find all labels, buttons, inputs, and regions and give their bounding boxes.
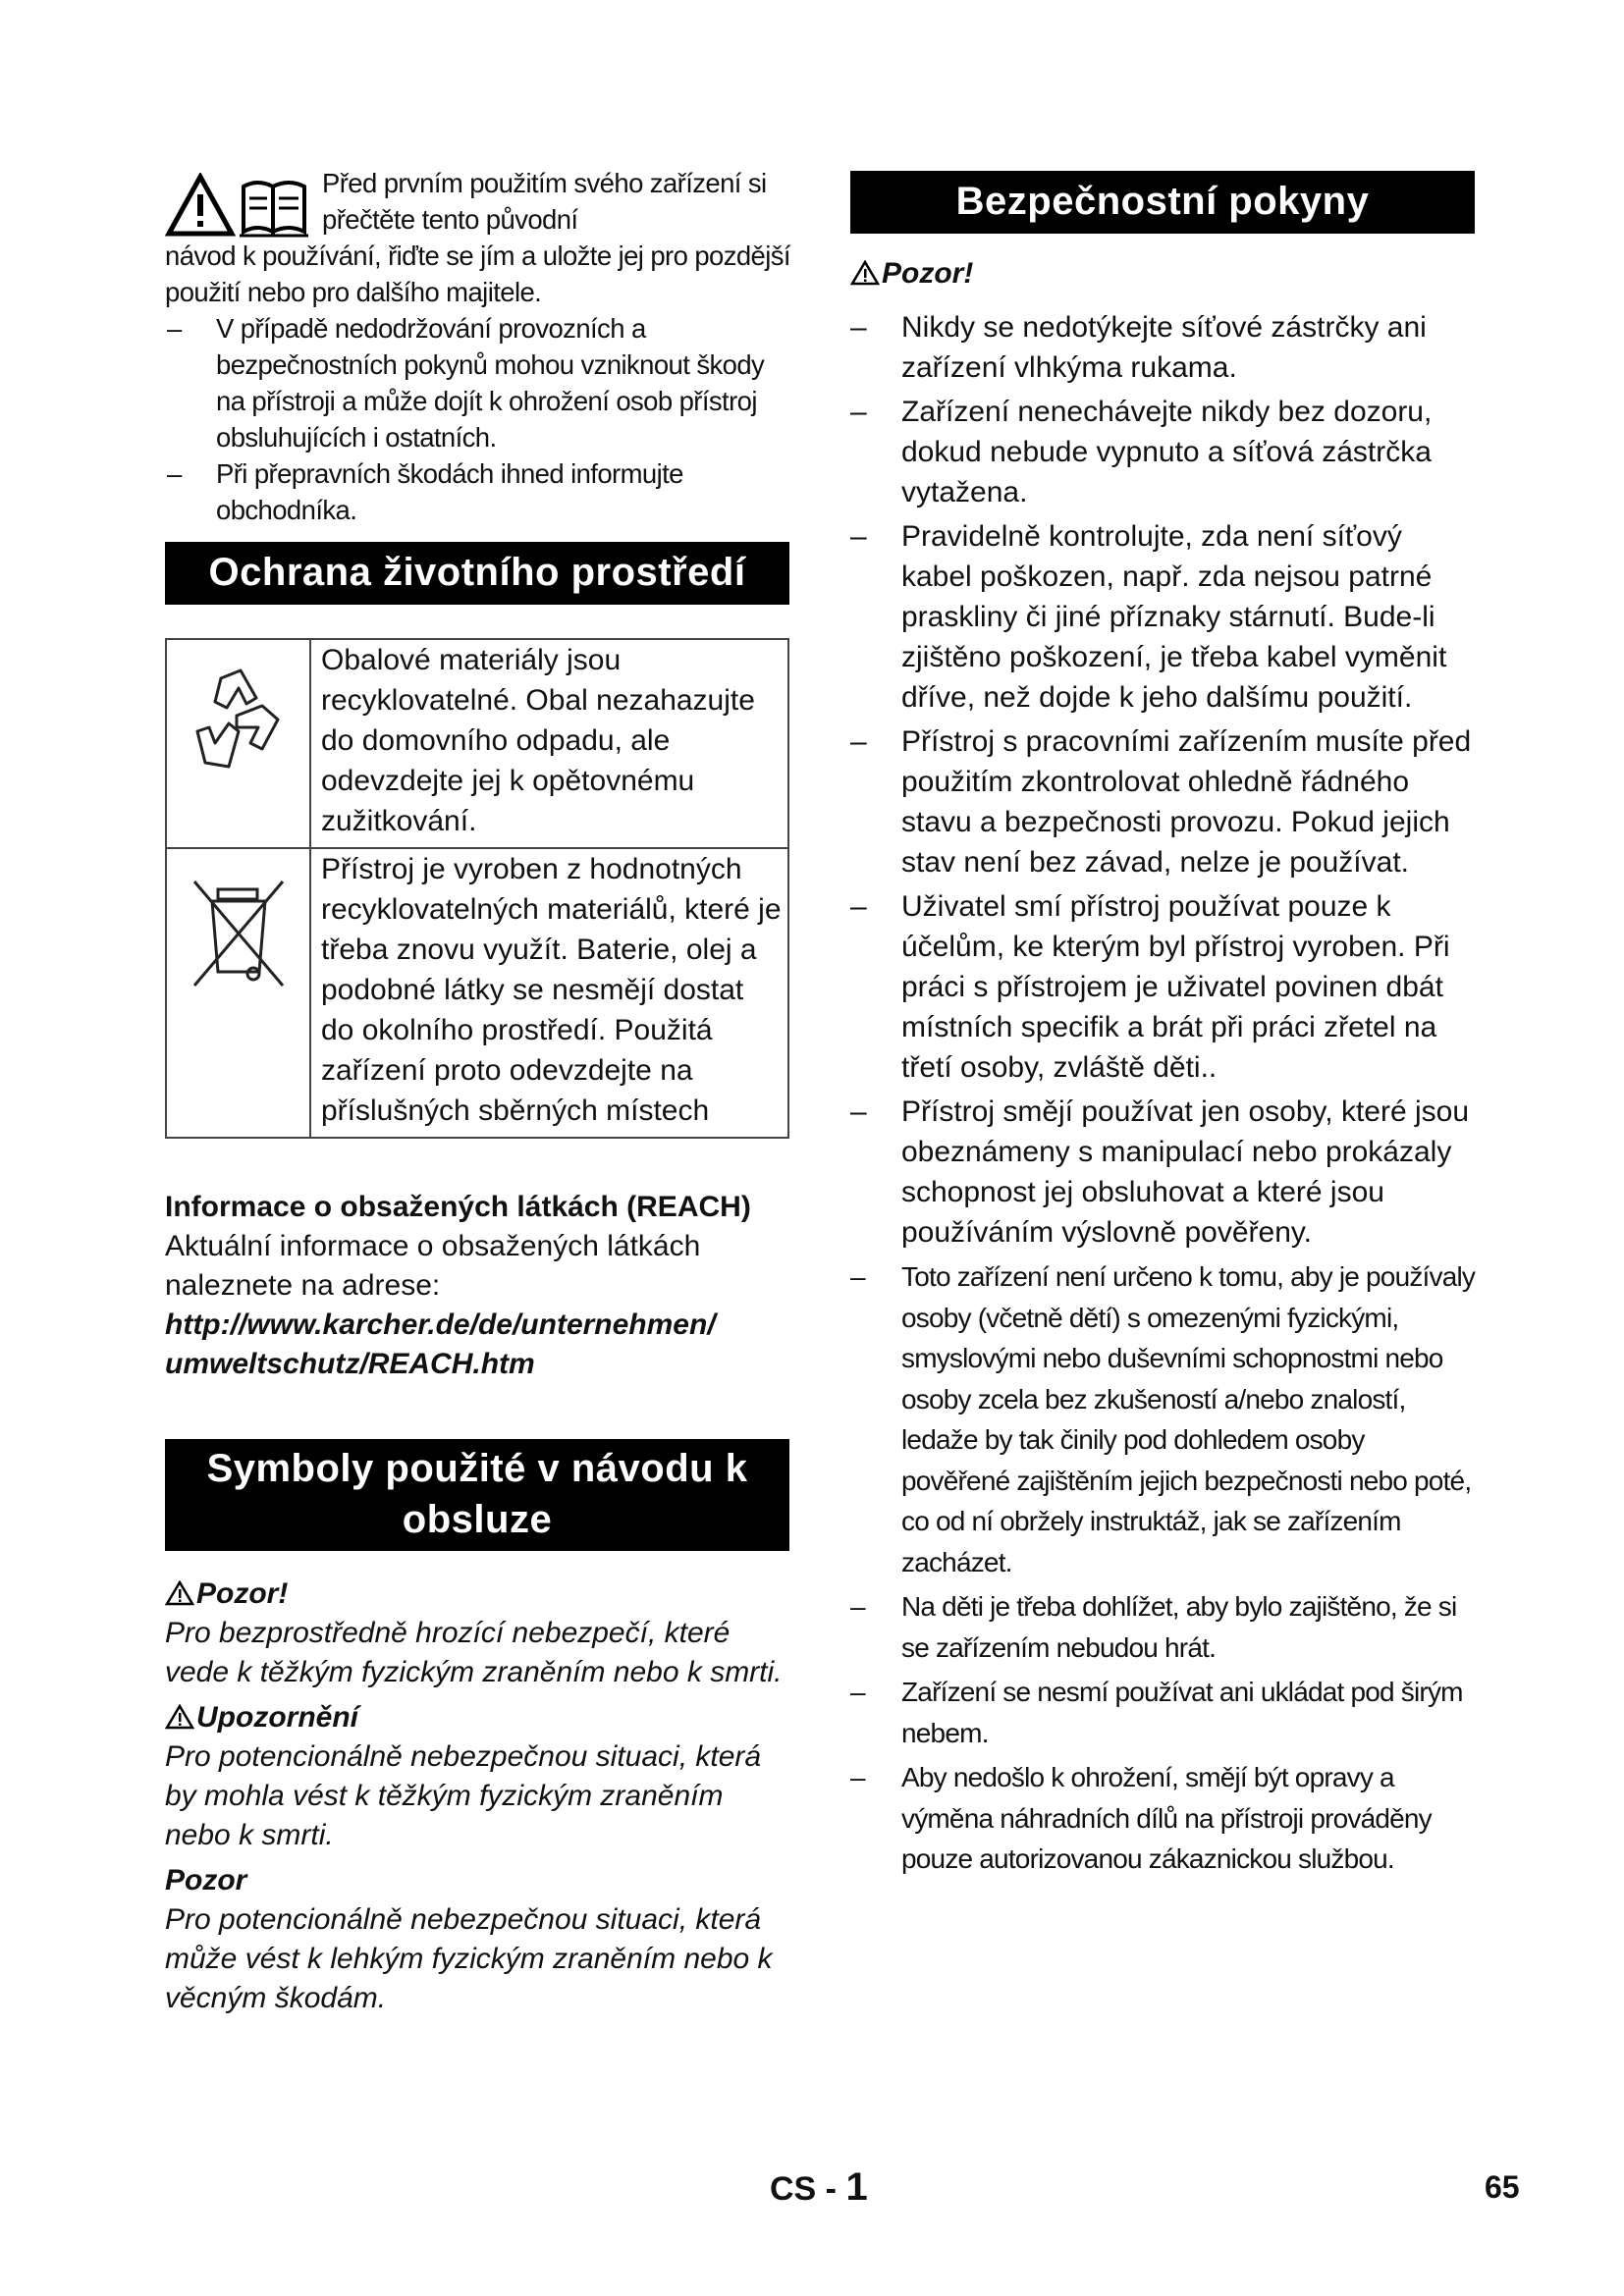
safety-block: [850, 253, 1479, 1884]
list-item: – Při přepravních škodách ihned informujte obchodníka.: [165, 455, 793, 528]
warning-icon: [165, 1580, 194, 1606]
symbol-label-text: Pozor!: [196, 1577, 289, 1610]
bin-cell: [166, 848, 310, 1138]
list-item: – Pravidelně kontrolujte, zda není síťový kabel poškozen, např. zda nejsou patrné praskliny či jiné příznaky stárnutí. Bude-li zjištěno poškození, je třeba kabel vyměnit dříve, než dojde k jeho dalšímu použití.: [850, 516, 1479, 718]
footer-section-number: 1: [845, 2165, 868, 2209]
symbol-label-warning: [165, 1698, 793, 1737]
list-item: – Aby nedošlo k ohrožení, smějí být opravy a výměna náhradních dílů na přístroji prováděny pouze autorizovanou zákaznickou službou.: [850, 1757, 1479, 1880]
footer-language-code: [770, 2165, 868, 2210]
safety-label-text: Pozor!: [882, 257, 974, 290]
symbol-text-caution: Pro potencionálně nebezpečnou situaci, která může vést k lehkým fyzickým zraněním nebo k věcným škodám.: [165, 1903, 773, 2014]
table-row: [166, 848, 788, 1138]
list-item: – Zařízení se nesmí používat ani ukládat pod širým nebem.: [850, 1672, 1479, 1753]
list-item: – Toto zařízení není určeno k tomu, aby je používaly osoby (včetně dětí) s omezenými fyzickými, smyslovými nebo duševními schopnostmi nebo osoby zcela bez zkušeností a/nebo znalostí, ledaže by tak činily pod dohledem osoby pověřené zajištěním jejich bezpečnosti nebo poté, co od ní obržely instruktáž, jak se zařízením zacházet.: [850, 1256, 1479, 1582]
list-item: – Na děti je třeba dohlížet, aby bylo zajištěno, že si se zařízením nebudou hrát.: [850, 1586, 1479, 1668]
warning-manual-icon: [165, 173, 310, 240]
recycling-cell: [166, 639, 310, 848]
reach-text: Aktuální informace o obsažených látkách naleznete na adrese:: [165, 1230, 701, 1302]
reach-block: [165, 1188, 793, 1384]
symbol-text-danger: Pro bezprostředně hrozící nebezpečí, které vede k těžkým fyzickým zraněním nebo k smrti.: [165, 1617, 783, 1688]
section-title-symbols: [165, 1439, 789, 1551]
intro-continued-text: návod k používání, řiďte se jím a uložte jej pro pozdější použití nebo pro dalšího majitele.: [165, 240, 790, 307]
symbols-block: [165, 1569, 793, 2018]
symbols-title-line1: Symboly použité v návodu k: [206, 1447, 748, 1490]
safety-label: [850, 253, 1479, 294]
intro-list: [165, 310, 793, 528]
footer-separator: -: [816, 2170, 846, 2208]
section-title-safety: Bezpečnostní pokyny: [850, 171, 1475, 234]
reach-url-link[interactable]: http://www.karcher.de/de/unternehmen/ umweltschutz/REACH.htm: [165, 1308, 716, 1380]
list-item: – Nikdy se nedotýkejte síťové zástrčky ani zařízení vlhkýma rukama.: [850, 307, 1479, 388]
footer-code: CS: [770, 2170, 817, 2208]
safety-list: [850, 307, 1479, 1880]
intro-block: [165, 165, 793, 528]
warning-icon: [850, 260, 880, 286]
symbol-label-danger: [165, 1575, 793, 1614]
recycling-icon: [180, 661, 298, 788]
list-item: – Uživatel smí přístroj používat pouze k účelům, ke kterým byl přístroj vyroben. Při práci s přístrojem je uživatel povinen dbát místních specifik a brát při práci zřetel na třetí osoby, zvláště děti..: [850, 886, 1479, 1088]
list-item: – V případě nedodržování provozních a bezpečnostních pokynů mohou vzniknout škody na přístroji a může dojít k ohrožení osob přístroj obsluhujících i ostatních.: [165, 310, 793, 455]
table-row: [166, 639, 788, 848]
reach-heading: Informace o obsažených látkách (REACH): [165, 1191, 751, 1223]
section-title-environment: Ochrana životního prostředí: [165, 542, 789, 605]
crossed-bin-icon: [185, 870, 293, 1007]
environment-table: [165, 638, 789, 1139]
list-item: – Přístroj smějí používat jen osoby, které jsou obeznámeny s manipulací nebo prokázaly schopnost jej obsluhovat a které jsou používáním výslovně pověřeny.: [850, 1092, 1479, 1253]
list-item: – Přístroj s pracovními zařízením musíte před použitím zkontrolovat ohledně řádného stavu a bezpečnosti provozu. Pokud jejich stav není bez závad, nelze je používat.: [850, 721, 1479, 882]
recycling-text: Obalové materiály jsou recyklovatelné. Obal nezahazujte do domovního odpadu, ale odevzdejte jej k opětovnému zužitkování.: [310, 639, 788, 848]
intro-first-text: Před prvním použitím svého zařízení si přečtěte tento původní: [322, 168, 767, 235]
list-item: – Zařízení nenechávejte nikdy bez dozoru, dokud nebude vypnuto a síťová zástrčka vytažena.: [850, 392, 1479, 512]
symbol-text-warning: Pro potencionálně nebezpečnou situaci, která by mohla vést k těžkým fyzickým zraněním nebo k smrti.: [165, 1740, 762, 1851]
bin-text: Přístroj je vyroben z hodnotných recyklovatelných materiálů, které je třeba znovu využít. Baterie, olej a podobné látky se nesmějí dostat do okolního prostředí. Použitá zařízení proto odevzdejte na příslušných sběrných místech: [310, 848, 788, 1138]
warning-icon: [165, 1704, 194, 1730]
symbols-title-line2: obsluze: [402, 1498, 553, 1541]
page-number: 65: [1485, 2169, 1520, 2205]
symbol-label-caution: Pozor: [165, 1864, 247, 1896]
symbol-label-text: Upozornění: [196, 1701, 358, 1734]
